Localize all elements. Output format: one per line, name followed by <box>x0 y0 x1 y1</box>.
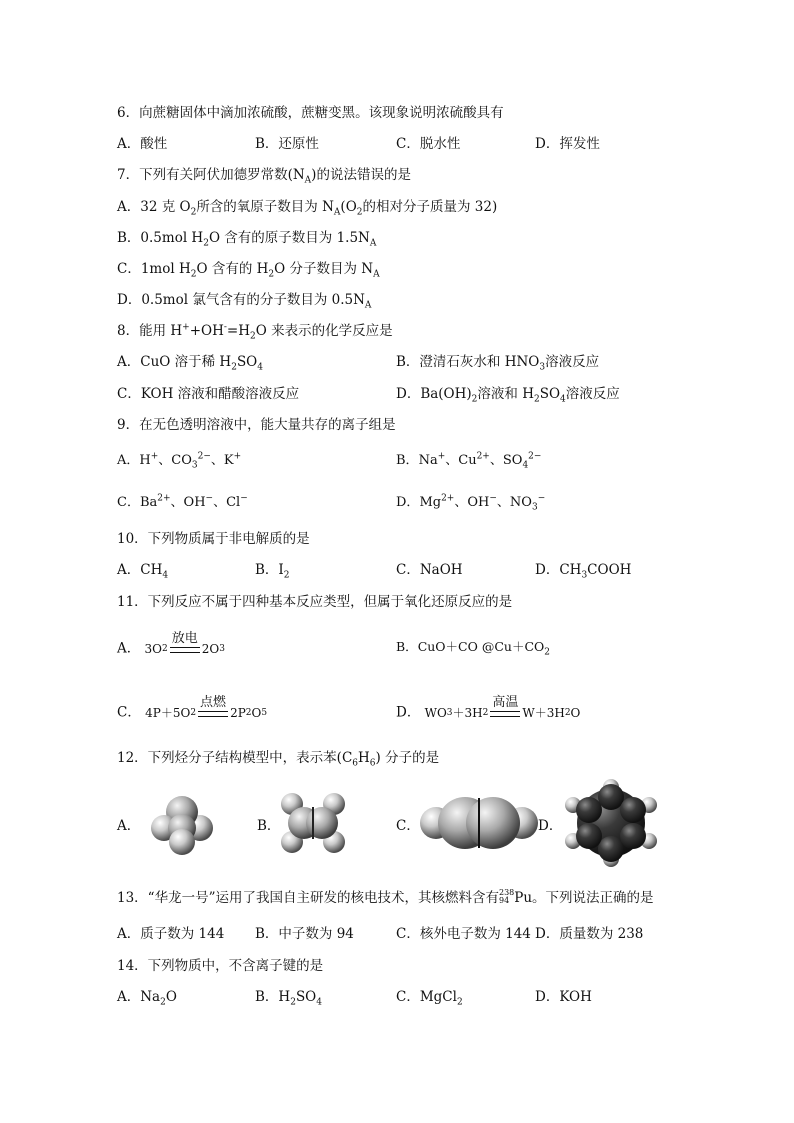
q13-option-c: C．核外电子数为 144 <box>396 926 531 942</box>
q9-option-a: A．H+、$CO_3^{2-}$、K+ <box>117 451 242 471</box>
q12-option-d: D． <box>538 818 563 834</box>
q12-option-b: B． <box>257 818 281 834</box>
reaction-equation: 4P＋5O 2 点燃 2P 2 O 5 <box>145 695 268 720</box>
q9-option-b: B．Na+、$Cu^{2+}$、$SO_4^{2-}$ <box>396 451 542 471</box>
acetylene-model-image <box>418 792 540 854</box>
reaction-arrow: 高温 <box>490 696 520 717</box>
q7-option-a: A．32 克 $O_2$所含的氧原子数目为 $N_A(O_2$的相对分子质量为 32) <box>117 199 498 218</box>
question-8-stem: 8．能用 $H^++OH^-=H_2O$ 来表示的化学反应是 <box>117 322 393 342</box>
benzene-model-image <box>562 778 660 868</box>
q8-option-c: C．KOH 溶液和醋酸溶液反应 <box>117 386 300 402</box>
question-7-stem: 7．下列有关阿伏加德罗常数$(N_A)$的说法错误的是 <box>117 167 411 186</box>
q6-option-c: C．脱水性 <box>396 136 461 152</box>
question-11-stem: 11．下列反应不属于四种基本反应类型，但属于氧化还原反应的是 <box>117 594 513 610</box>
q8-option-a: A．CuO 溶于稀 $H_2SO_4$ <box>117 354 263 373</box>
q14-option-a: A．$Na_2O$ <box>117 989 177 1008</box>
q12-option-a: A． <box>117 818 141 834</box>
question-12-stem: 12．下列烃分子结构模型中，表示苯$(C_6H_6)$ 分子的是 <box>117 750 440 769</box>
q13-option-d: D．质量数为 238 <box>535 926 644 942</box>
reaction-equation: WO 3 ＋3H 2 高温 W＋3H 2 O <box>424 695 581 720</box>
q12-option-c: C． <box>396 818 420 834</box>
q7-option-c: C．1mol $H_2O$ 含有的 $H_2O$ 分子数目为 $N_A$ <box>117 261 380 280</box>
q8-option-d: D．$Ba(OH)_2$溶液和 $H_2SO_4$溶液反应 <box>396 386 620 405</box>
reaction-equation: 3O 2 放电 2O 3 <box>144 631 225 656</box>
q9-option-d: D．$Mg^{2+}$、OH−、$NO_3^-$ <box>396 493 546 513</box>
q11-option-c: C． 4P＋5O 2 点燃 2P 2 O 5 <box>117 702 267 723</box>
reaction-arrow: 放电 <box>170 632 200 653</box>
q13-option-a: A．质子数为 144 <box>117 926 225 942</box>
methane-model-image <box>140 790 224 856</box>
q9-option-c: C．$Ba^{2+}$、OH−、Cl− <box>117 493 248 510</box>
q10-option-a: A．$CH_4$ <box>117 562 169 581</box>
question-13-stem: 13．“华龙一号”运用了我国自主研发的核电技术，其核燃料含有 238 94 Pu。下列说法正确的是 <box>117 887 654 906</box>
q10-option-c: C．NaOH <box>396 562 463 578</box>
q6-option-a: A．酸性 <box>117 136 168 152</box>
reaction-arrow: 点燃 <box>198 696 228 717</box>
q8-option-b: B．澄清石灰水和 $HNO_3$溶液反应 <box>396 354 600 373</box>
question-10-stem: 10．下列物质属于非电解质的是 <box>117 531 310 547</box>
q11-option-b: B．CuO＋CO $@Cu+CO_2$ <box>396 639 550 658</box>
q14-option-c: C．MgCl$_2$ <box>396 989 463 1008</box>
q10-option-d: D．$CH_3COOH$ <box>535 562 632 581</box>
q10-option-b: B．$I_2$ <box>255 562 290 581</box>
q13-option-b: B．中子数为 94 <box>255 926 354 942</box>
nuclide-notation: 238 94 <box>498 887 515 905</box>
ethylene-model-image <box>278 790 348 856</box>
question-9-stem: 9．在无色透明溶液中，能大量共存的离子组是 <box>117 417 396 433</box>
q14-option-d: D．KOH <box>535 989 592 1005</box>
q7-option-d: D．0.5mol 氯气含有的分子数目为 $0.5N_A$ <box>117 292 372 311</box>
q11-option-d: D． WO 3 ＋3H 2 高温 W＋3H 2 O <box>396 702 580 723</box>
q14-option-b: B．$H_2SO_4$ <box>255 989 322 1008</box>
q6-option-b: B．还原性 <box>255 136 319 152</box>
q7-option-b: B．0.5mol $H_2O$ 含有的原子数目为 $1.5N_A$ <box>117 230 377 249</box>
question-6-stem: 6．向蔗糖固体中滴加浓硫酸，蔗糖变黑。该现象说明浓硫酸具有 <box>117 105 504 121</box>
q6-option-d: D．挥发性 <box>535 136 600 152</box>
question-14-stem: 14．下列物质中，不含离子键的是 <box>117 958 324 974</box>
q11-option-a: A． 3O 2 放电 2O 3 <box>117 638 225 659</box>
